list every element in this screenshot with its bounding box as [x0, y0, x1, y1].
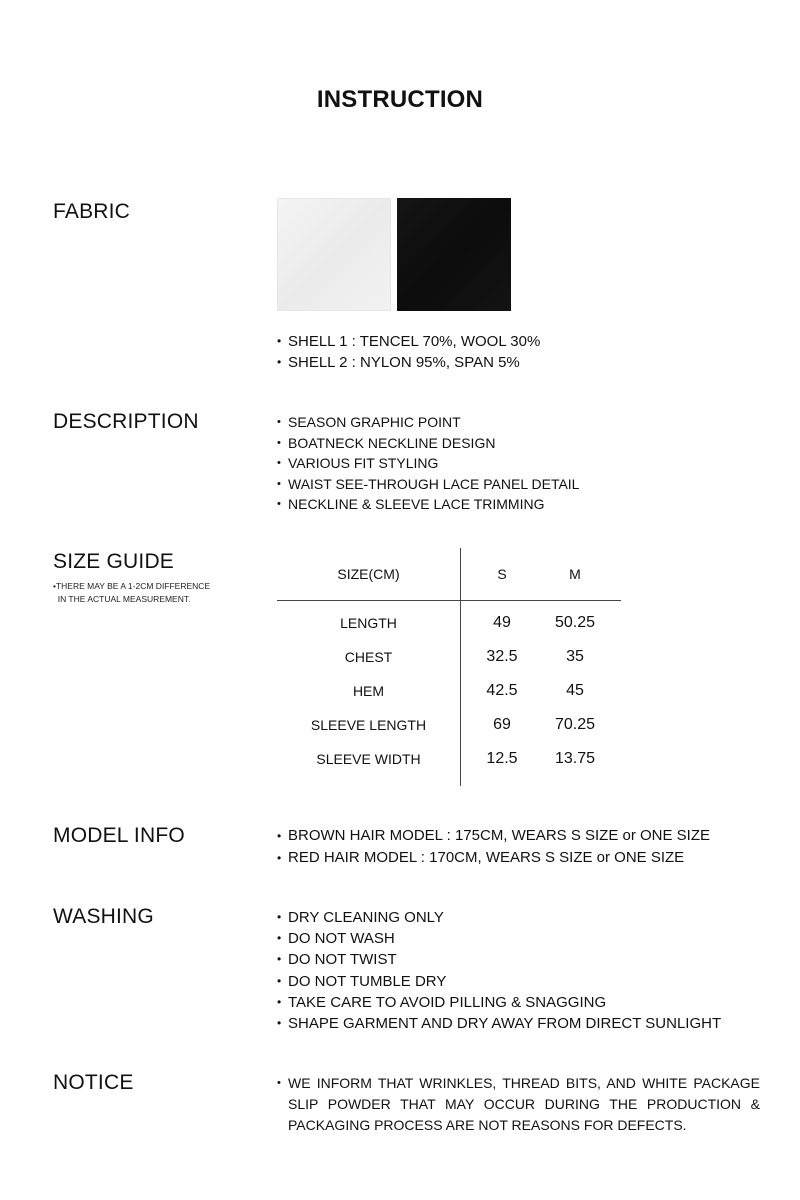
fabric-swatch-white [277, 198, 391, 311]
washing-heading: WASHING [53, 905, 154, 928]
description-list [277, 412, 579, 515]
size-row-label: LENGTH [340, 615, 397, 631]
model-info-list [277, 825, 710, 869]
washing-item: • DO NOT TUMBLE DRY [277, 971, 721, 992]
size-table [277, 548, 621, 786]
washing-item: • DO NOT WASH [277, 928, 721, 949]
model-info-heading: MODEL INFO [53, 824, 185, 847]
washing-item: • DRY CLEANING ONLY [277, 907, 721, 928]
size-guide-note-line1: •THERE MAY BE A 1-2CM DIFFERENCE [53, 581, 211, 591]
size-row-label: HEM [352, 683, 385, 699]
size-table-horizontal-divider [277, 600, 621, 601]
washing-item: • TAKE CARE TO AVOID PILLING & SNAGGING [277, 992, 721, 1013]
size-guide-note-line2: IN THE ACTUAL MEASUREMENT. [53, 593, 191, 604]
size-row-s-value: 69 [493, 716, 511, 733]
fabric-list [277, 331, 540, 373]
notice-text-content: WE INFORM THAT WRINKLES, THREAD BITS, AND WHITE PACKAGE SLIP POWDER THAT MAY OCCUR DURING THE PRODUCTION & PACKAGING PROCESS ARE NOT REASONS FOR DEFECTS. [288, 1075, 760, 1133]
page-title: INSTRUCTION [316, 86, 484, 113]
description-item: • VARIOUS FIT STYLING [277, 453, 579, 474]
size-row-m-value: 35 [566, 648, 584, 665]
description-item: • SEASON GRAPHIC POINT [277, 412, 579, 433]
size-row-label: SLEEVE WIDTH [316, 751, 421, 767]
fabric-item: • SHELL 1 : TENCEL 70%, WOOL 30% [277, 331, 540, 352]
size-row-m-value: 13.75 [554, 750, 596, 767]
fabric-swatch-black [397, 198, 511, 311]
size-guide-note [53, 580, 210, 605]
description-heading: DESCRIPTION [53, 410, 199, 433]
model-info-item: • BROWN HAIR MODEL : 175CM, WEARS S SIZE or ONE SIZE [277, 825, 710, 847]
washing-item: • SHAPE GARMENT AND DRY AWAY FROM DIRECT SUNLIGHT [277, 1013, 721, 1034]
fabric-heading: FABRIC [53, 200, 131, 223]
description-item: • NECKLINE & SLEEVE LACE TRIMMING [277, 494, 579, 515]
size-row-m-value: 70.25 [554, 716, 596, 733]
size-row-label: CHEST [344, 649, 393, 665]
size-row-m-value: 50.25 [554, 614, 596, 631]
model-info-item: • RED HAIR MODEL : 170CM, WEARS S SIZE or ONE SIZE [277, 847, 710, 869]
size-table-header-m: M [569, 566, 581, 582]
size-table-vertical-divider [460, 548, 461, 786]
size-row-label: SLEEVE LENGTH [310, 717, 427, 733]
washing-list [277, 907, 721, 1034]
size-row-s-value: 32.5 [486, 648, 518, 665]
description-item: • BOATNECK NECKLINE DESIGN [277, 433, 579, 454]
size-row-s-value: 49 [493, 614, 511, 631]
description-item: • WAIST SEE-THROUGH LACE PANEL DETAIL [277, 474, 579, 495]
size-table-header-size: SIZE(CM) [337, 566, 400, 582]
size-table-header-s: S [497, 566, 507, 582]
size-row-m-value: 45 [566, 682, 584, 699]
size-guide-heading: SIZE GUIDE [53, 550, 175, 573]
washing-item: • DO NOT TWIST [277, 949, 721, 970]
notice-heading: NOTICE [53, 1071, 134, 1094]
notice-text [277, 1073, 760, 1136]
fabric-item: • SHELL 2 : NYLON 95%, SPAN 5% [277, 352, 540, 373]
size-row-s-value: 12.5 [486, 750, 518, 767]
size-row-s-value: 42.5 [486, 682, 518, 699]
